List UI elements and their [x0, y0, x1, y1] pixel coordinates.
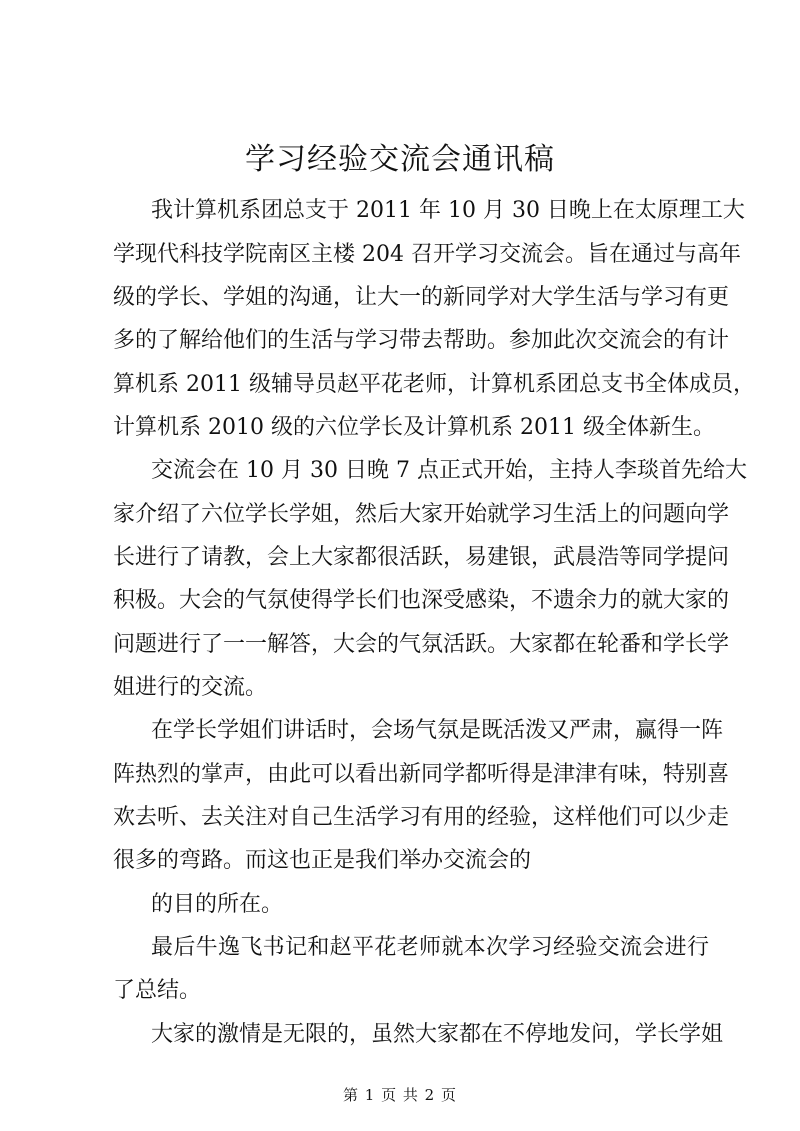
body-line-3: 级的学长、学姐的沟通，让大一的新同学对大学生活与学习有更	[113, 285, 730, 310]
body-line-10: 积极。大会的气氛使得学长们也深受感染，不遗余力的就大家的	[113, 588, 730, 613]
body-line-7: 交流会在 10 月 30 日晚 7 点正式开始，主持人李琰首先给大	[151, 458, 747, 483]
body-line-15: 欢去听、去关注对自己生活学习有用的经验，这样他们可以少走	[113, 805, 730, 830]
body-line-17: 的目的所在。	[151, 892, 284, 917]
body-line-18: 最后牛逸飞书记和赵平花老师就本次学习经验交流会进行	[151, 935, 709, 960]
body-line-16: 很多的弯路。而这也正是我们举办交流会的	[113, 848, 532, 873]
body-line-11: 问题进行了一一解答，大会的气氛活跃。大家都在轮番和学长学	[113, 632, 730, 657]
body-line-14: 阵热烈的掌声，由此可以看出新同学都听得是津津有味，特别喜	[113, 762, 730, 787]
body-line-19: 了总结。	[113, 978, 202, 1003]
body-line-9: 长进行了请教，会上大家都很活跃，易建银，武晨浩等同学提问	[113, 545, 730, 570]
page-footer: 第 1 页 共 2 页	[343, 1086, 457, 1104]
body-line-6: 计算机系 2010 级的六位学长及计算机系 2011 级全体新生。	[113, 415, 715, 440]
document-title: 学习经验交流会通讯稿	[245, 142, 555, 177]
body-line-12: 姐进行的交流。	[113, 675, 268, 700]
body-line-4: 多的了解给他们的生活与学习带去帮助。参加此次交流会的有计	[113, 328, 730, 353]
body-line-8: 家介绍了六位学长学姐，然后大家开始就学习生活上的问题向学	[113, 502, 730, 527]
body-line-2: 学现代科技学院南区主楼 204 召开学习交流会。旨在通过与高年	[113, 242, 741, 267]
body-line-13: 在学长学姐们讲话时，会场气氛是既活泼又严肃，赢得一阵	[151, 718, 724, 743]
body-line-1: 我计算机系团总支于 2011 年 10 月 30 日晚上在太原理工大	[151, 198, 745, 223]
body-line-5: 算机系 2011 级辅导员赵平花老师，计算机系团总支书全体成员，	[113, 372, 755, 397]
body-line-20: 大家的激情是无限的，虽然大家都在不停地发问，学长学姐	[151, 1022, 724, 1047]
